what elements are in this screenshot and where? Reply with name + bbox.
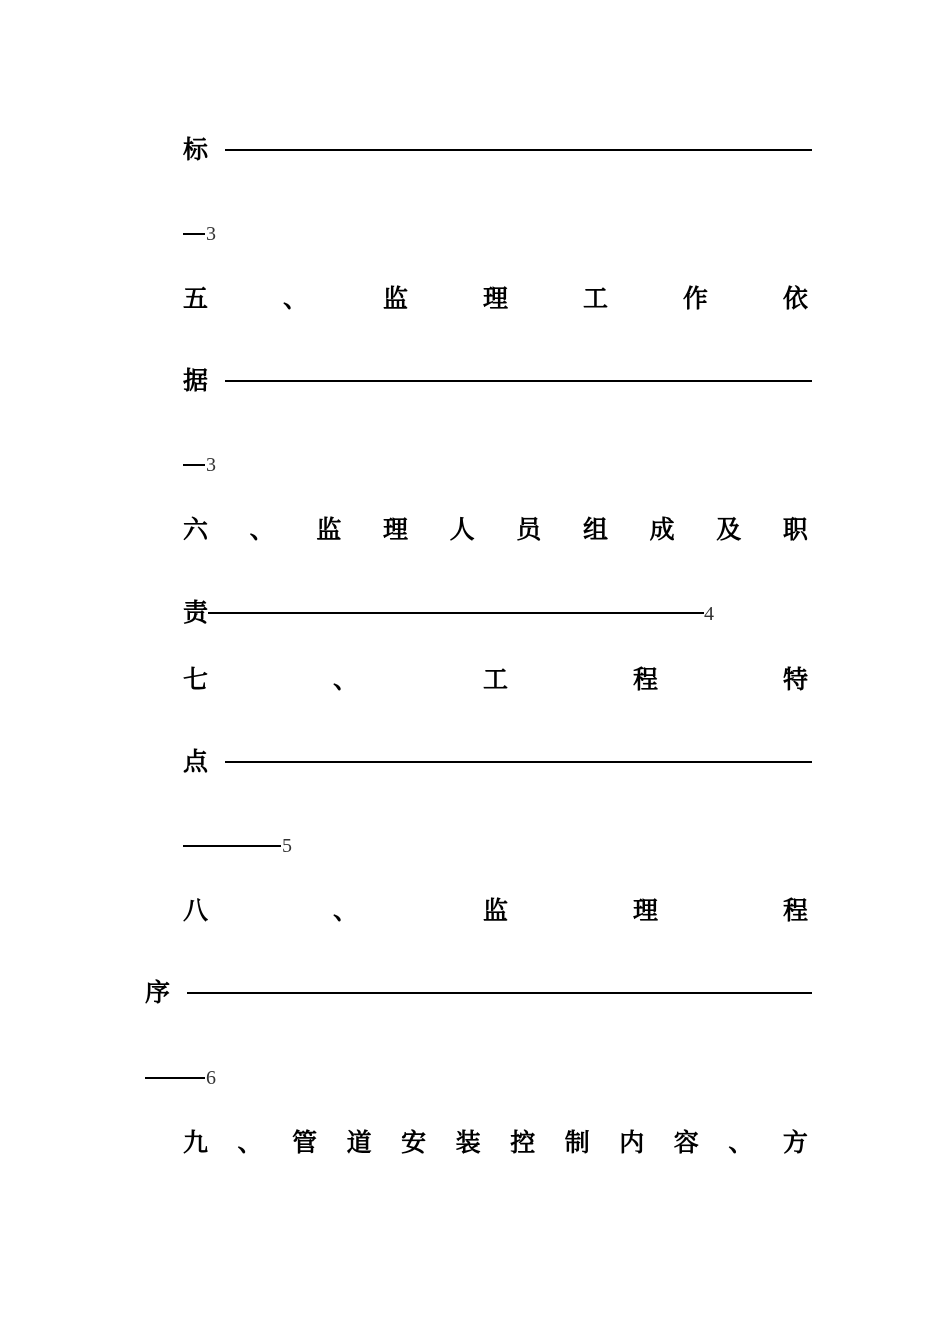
- toc-page-number: 4: [704, 603, 715, 625]
- leader-dashes: [208, 612, 704, 614]
- toc-char: 、: [237, 1128, 263, 1157]
- toc-entry-6-head: [183, 515, 808, 545]
- toc-tail-line: [183, 366, 812, 396]
- toc-char: 程: [782, 896, 808, 925]
- toc-entry-7-head: [183, 665, 808, 695]
- leader-dashes: [225, 761, 812, 763]
- leader-dashes: [183, 845, 281, 847]
- toc-page-number: 3: [206, 223, 216, 245]
- toc-char: 作: [682, 284, 708, 313]
- toc-tail-char: 序: [145, 978, 171, 1007]
- toc-char: 管: [292, 1128, 318, 1157]
- leader-dashes: [183, 464, 205, 466]
- toc-char: 道: [346, 1128, 372, 1157]
- toc-page-number: 3: [206, 454, 216, 476]
- toc-char: 监: [316, 515, 342, 544]
- toc-char: 八: [183, 896, 209, 925]
- leader-dashes: [225, 149, 812, 151]
- toc-char: 容: [673, 1128, 699, 1157]
- toc-char: 员: [516, 515, 542, 544]
- toc-char: 组: [582, 515, 608, 544]
- toc-tail-char: 标: [183, 135, 209, 164]
- toc-char: 、: [249, 515, 275, 544]
- toc-tail-line: [183, 135, 812, 165]
- toc-char: 、: [332, 665, 358, 694]
- toc-char: 职: [782, 515, 808, 544]
- toc-page-number: 6: [206, 1067, 216, 1089]
- toc-char: 、: [728, 1128, 754, 1157]
- toc-char: 依: [782, 284, 808, 313]
- leader-dashes: [225, 380, 812, 382]
- toc-tail-line: [183, 598, 714, 629]
- toc-char: 、: [282, 284, 308, 313]
- toc-char: 七: [183, 665, 209, 694]
- toc-char: 理: [482, 284, 508, 313]
- toc-char: 工: [582, 284, 608, 313]
- toc-char: 方: [782, 1128, 808, 1157]
- toc-char: 安: [401, 1128, 427, 1157]
- toc-page-number: 5: [282, 835, 292, 857]
- toc-char: 监: [382, 284, 408, 313]
- toc-char: 六: [183, 515, 209, 544]
- toc-cont-line: [145, 1066, 216, 1090]
- toc-cont-line: [183, 453, 216, 477]
- toc-char: 五: [183, 284, 209, 313]
- toc-char: 内: [619, 1128, 645, 1157]
- toc-char: 装: [455, 1128, 481, 1157]
- toc-char: 及: [716, 515, 742, 544]
- toc-char: 控: [510, 1128, 536, 1157]
- toc-entry-9-head: [183, 1128, 808, 1158]
- toc-char: 理: [632, 896, 658, 925]
- toc-char: 、: [332, 896, 358, 925]
- toc-tail-line: [183, 747, 812, 777]
- toc-tail-char: 据: [183, 366, 209, 395]
- toc-char: 工: [482, 665, 508, 694]
- leader-dashes: [187, 992, 812, 994]
- toc-char: 成: [649, 515, 675, 544]
- toc-tail-char: 责: [183, 598, 209, 627]
- toc-char: 理: [382, 515, 408, 544]
- toc-entry-5-head: [183, 284, 808, 314]
- toc-cont-line: [183, 834, 292, 858]
- leader-dashes: [183, 233, 205, 235]
- toc-char: 制: [564, 1128, 590, 1157]
- toc-tail-line: [145, 978, 812, 1008]
- toc-char: 特: [782, 665, 808, 694]
- toc-cont-line: [183, 222, 216, 246]
- leader-dashes: [145, 1077, 205, 1079]
- toc-char: 程: [632, 665, 658, 694]
- toc-tail-char: 点: [183, 747, 209, 776]
- toc-char: 人: [449, 515, 475, 544]
- toc-char: 九: [183, 1128, 209, 1157]
- toc-char: 监: [482, 896, 508, 925]
- toc-entry-8-head: [183, 896, 808, 926]
